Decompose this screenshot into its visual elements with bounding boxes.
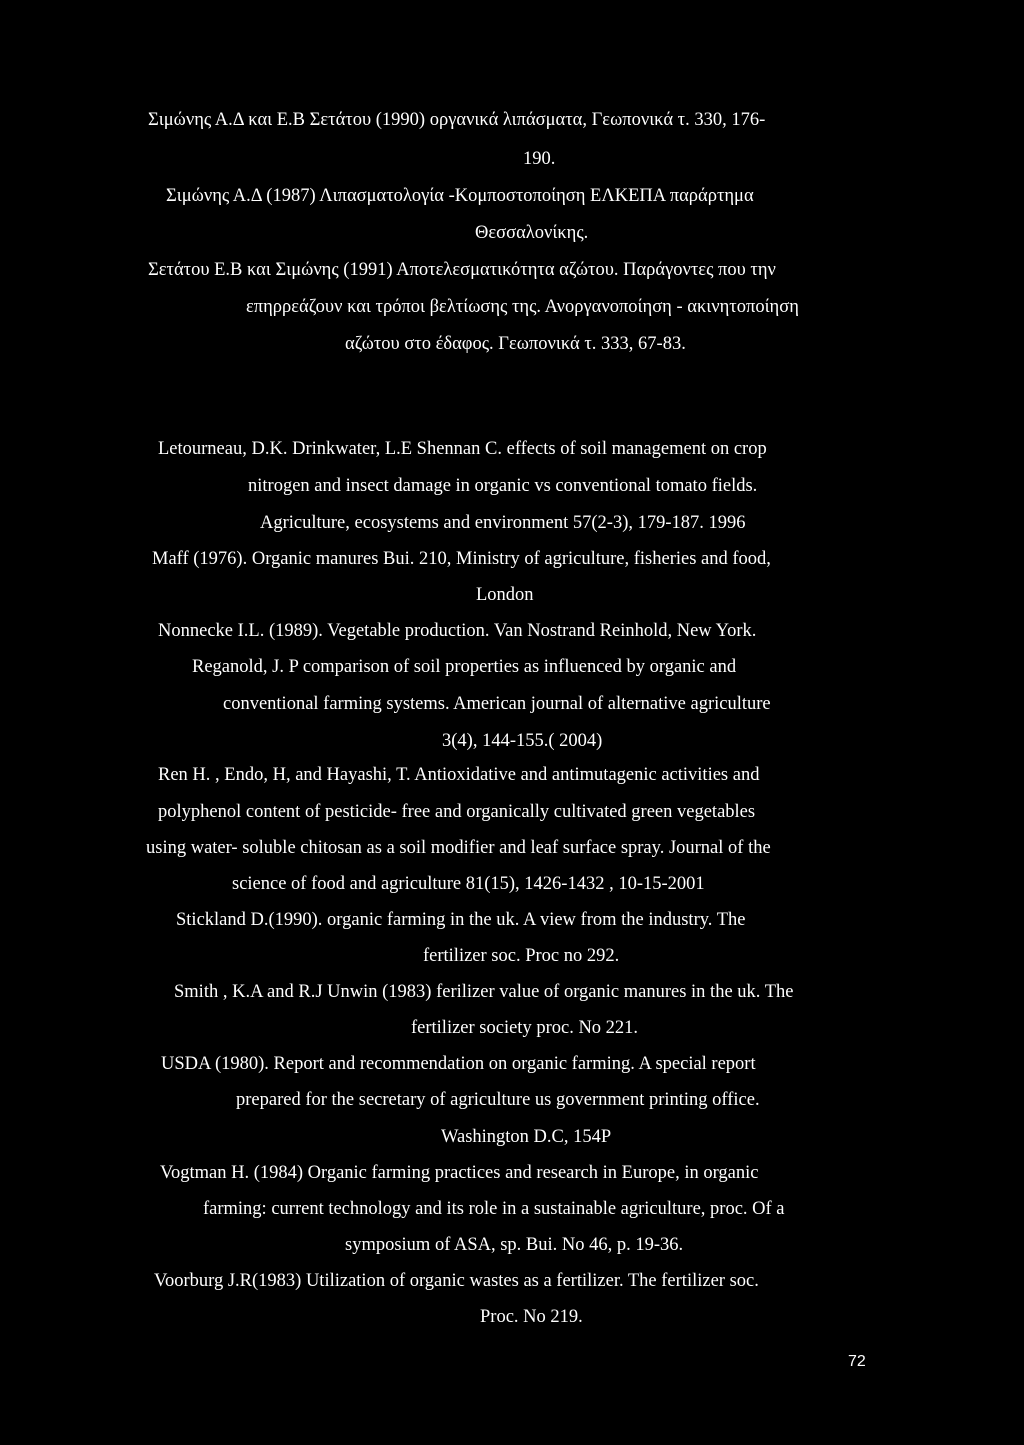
reference-line: USDA (1980). Report and recommendation on organic farming. A special report xyxy=(161,1054,756,1074)
reference-line: Σετάτου Ε.Β και Σιμώνης (1991) Αποτελεσματικότητα αζώτου. Παράγοντες που την xyxy=(148,260,776,280)
reference-line: symposium of ASA, sp. Bui. No 46, p. 19-36. xyxy=(345,1235,684,1255)
reference-line: London xyxy=(476,585,534,605)
reference-line: Ren H. , Endo, H, and Hayashi, T. Antioxidative and antimutagenic activities and xyxy=(158,765,760,785)
reference-line: Letourneau, D.K. Drinkwater, L.E Shennan C. effects of soil management on crop xyxy=(158,439,767,459)
reference-line: 190. xyxy=(523,149,556,169)
reference-line: Proc. No 219. xyxy=(480,1307,583,1327)
reference-line: Σιμώνης Α.Δ και Ε.Β Σετάτου (1990) οργανικά λιπάσματα, Γεωπονικά τ. 330, 176- xyxy=(148,110,766,130)
page-number: 72 xyxy=(848,1353,866,1370)
reference-line: Reganold, J. P comparison of soil properties as influenced by organic and xyxy=(192,657,737,677)
reference-line: Nonnecke I.L. (1989). Vegetable production. Van Nostrand Reinhold, New York. xyxy=(158,621,757,641)
reference-line: fertilizer soc. Proc no 292. xyxy=(423,946,620,966)
reference-line: Σιμώνης Α.Δ (1987) Λιπασματολογία -Κομποστοποίηση ΕΛΚΕΠΑ παράρτημα xyxy=(166,186,754,206)
reference-line: science of food and agriculture 81(15), 1426-1432 , 10-15-2001 xyxy=(232,874,705,894)
reference-line: polyphenol content of pesticide- free and organically cultivated green vegetables xyxy=(158,802,756,822)
reference-line: Smith , K.A and R.J Unwin (1983) ferilizer value of organic manures in the uk. The xyxy=(174,982,794,1002)
reference-line: Washington D.C, 154P xyxy=(441,1127,612,1147)
reference-line: fertilizer society proc. No 221. xyxy=(411,1018,639,1038)
reference-line: nitrogen and insect damage in organic vs conventional tomato fields. xyxy=(248,476,758,496)
reference-line: 3(4), 144-155.( 2004) xyxy=(442,731,603,751)
reference-line: Maff (1976). Organic manures Bui. 210, Ministry of agriculture, fisheries and food, xyxy=(152,549,771,569)
reference-line: αζώτου στο έδαφος. Γεωπονικά τ. 333, 67-83. xyxy=(345,334,686,354)
reference-line: using water- soluble chitosan as a soil modifier and leaf surface spray. Journal of the xyxy=(146,838,771,858)
reference-line: farming: current technology and its role in a sustainable agriculture, proc. Of a xyxy=(203,1199,785,1219)
reference-line: Vogtman H. (1984) Organic farming practices and research in Europe, in organic xyxy=(160,1163,759,1183)
reference-line: conventional farming systems. American journal of alternative agriculture xyxy=(223,694,771,714)
reference-line: Θεσσαλονίκης. xyxy=(475,223,589,243)
reference-line: Voorburg J.R(1983) Utilization of organic wastes as a fertilizer. The fertilizer soc. xyxy=(154,1271,759,1291)
reference-line: Stickland D.(1990). organic farming in the uk. A view from the industry. The xyxy=(176,910,746,930)
reference-line: Agriculture, ecosystems and environment 57(2-3), 179-187. 1996 xyxy=(260,513,746,533)
reference-line: επηρρεάζουν και τρόποι βελτίωσης της. Ανοργανοποίηση - ακινητοποίηση xyxy=(246,297,799,317)
reference-line: prepared for the secretary of agriculture us government printing office. xyxy=(236,1090,760,1110)
